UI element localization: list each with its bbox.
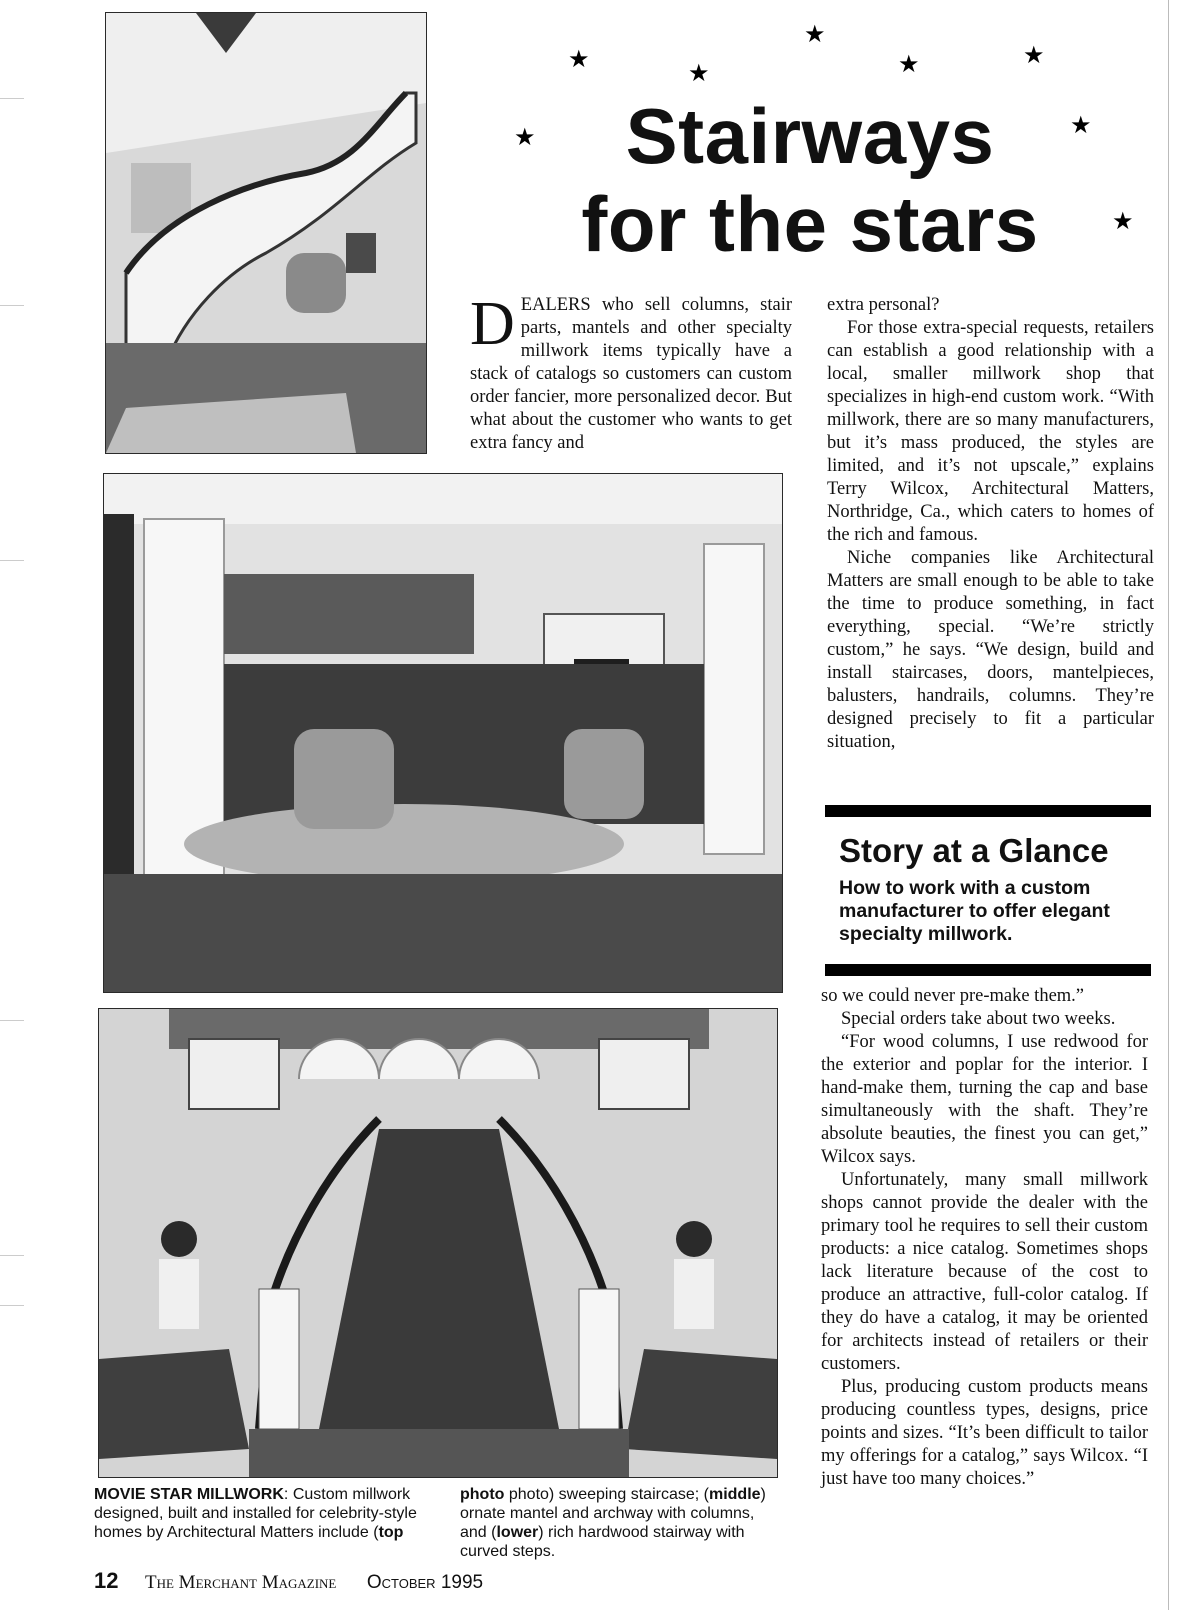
headline-line-1: Stairways [625,92,995,180]
photo-caption-left: MOVIE STAR MILLWORK: Custom millwork designed, built and installed for celebrity-style homes by Architectural Matters include (top [94,1486,417,1541]
divider [825,964,1151,976]
margin-tick [0,1020,24,1021]
star-icon: ★ [568,45,590,73]
body-paragraph: “For wood columns, I use redwood for the exterior and poplar for the interior. I hand-make them, turning the cap and base simultaneously with the shaft. They’re absolute beauties, the finest you can get,” Wilcox says. [821,1032,1148,1167]
body-paragraph: Unfortunately, many small millwork shops cannot provide the dealer with the primary tool he requires to sell their custom products: a nice catalog. Sometimes shops lack literature because of the cost to produce an attractive, full-color catalog. If they do have a catalog, it may be oriented for architects instead of retailers or their customers. [821,1170,1148,1374]
caption-lead: MOVIE STAR MILLWORK [94,1486,284,1503]
body-column-right-bottom [821,985,1148,1491]
body-paragraph: Niche companies like Architectural Matters are small enough to be able to take the time to produce something, in fact everything, special. “We’re strictly custom,” he says. “We design, build and install staircases, doors, mantelpieces, balusters, handrails, columns. They’re designed precisely to fit a particular situation, [827,548,1154,752]
margin-tick [0,560,24,561]
magazine-name: The Merchant Magazine [144,1572,337,1593]
star-icon: ★ [688,59,710,87]
glance-title: Story at a Glance [839,832,1109,869]
issue-date: October 1995 [366,1572,484,1593]
divider [825,805,1151,817]
star-icon: ★ [1023,41,1045,69]
star-icon: ★ [1112,207,1134,235]
story-at-a-glance-box [825,805,1151,976]
body-paragraph: Special orders take about two weeks. [841,1009,1116,1029]
star-icon: ★ [1070,111,1092,139]
photo-curved-staircase [105,12,427,454]
margin-tick [0,1255,24,1256]
body-paragraph: Plus, producing custom products means producing countless types, designs, price points and sizes. “It’s been difficult to tailor my offerings for a catalog,” says Wilcox. “I just have too many choices.” [821,1377,1148,1489]
margin-tick [0,305,24,306]
margin-tick [0,1305,24,1306]
margin-tick [0,98,24,99]
photo-caption-right: photo photo) sweeping staircase; (middle) ornate mantel and archway with columns, and (lower) rich hardwood stairway with curved steps. [460,1486,766,1560]
drop-cap: D [470,290,515,358]
photo-hardwood-stairway [98,1008,778,1478]
page-edge [1168,0,1169,1610]
body-paragraph: DEALERS who sell columns, stair parts, mantels and other specialty millwork items typically have a stack of catalogs so customers can custom order fancier, more personalized decor. But what about the customer who wants to get extra fancy and [470,290,792,453]
page-number: 12 [94,1568,119,1593]
star-icon: ★ [898,50,920,78]
photo-mantel-archway [103,473,783,993]
star-icon: ★ [804,20,826,48]
body-paragraph: extra personal? [827,295,940,315]
body-column-left [470,290,792,455]
body-column-right-top [827,294,1154,754]
article-headline [540,92,1080,268]
glance-subtitle: How to work with a custom manufacturer to offer elegant specialty millwork. [839,877,1110,945]
star-icon: ★ [514,123,536,151]
body-paragraph: so we could never pre-make them.” [821,986,1085,1006]
headline-line-2: for the stars [581,180,1039,268]
page-footer [94,1568,483,1594]
body-paragraph: For those extra-special requests, retailers can establish a good relationship with a local, smaller millwork shop that specializes in high-end custom work. “With millwork, there are so many manufacturers, but it’s mass produced, the styles are limited, and it’s not upscale,” explains Terry Wilcox, Architectural Matters, Northridge, Ca., which caters to homes of the rich and famous. [827,318,1154,545]
